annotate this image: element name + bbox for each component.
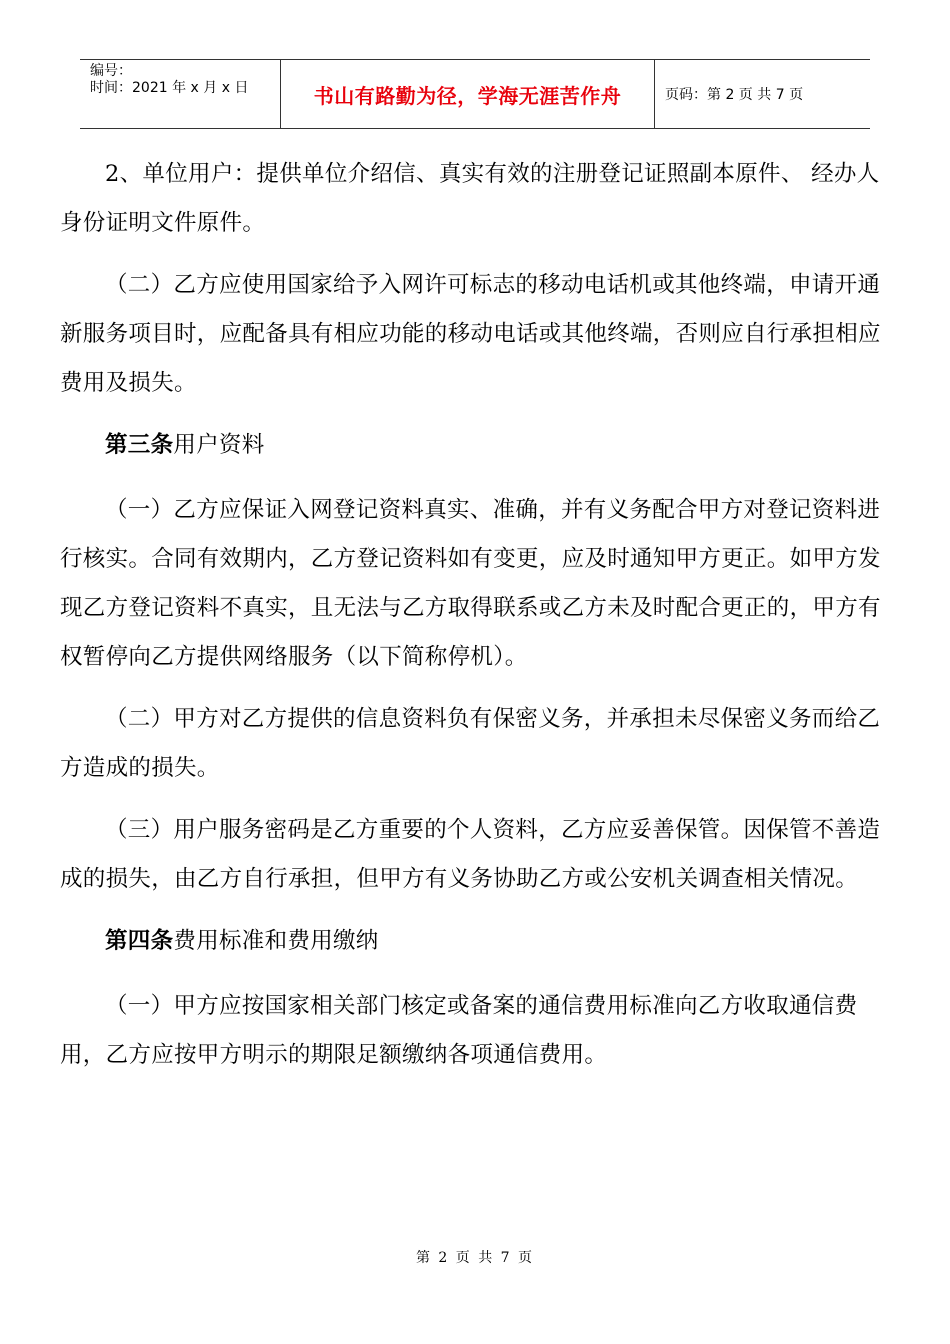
serial-number-label: 编号： bbox=[90, 63, 132, 79]
paragraph bbox=[60, 982, 890, 1080]
paragraph-text: （一）乙方应保证入网登记资料真实、准确，并有义务配合甲方对登记资料进行核实。合同有效期内，乙方登记资料如有变更，应及时通知甲方更正。如甲方发现乙方登记资料不真实，且无法与乙方取得联系或乙方未及时配合更正的，甲方有权暂停向乙方提供网络服务（以下简称停机）。 bbox=[60, 497, 881, 670]
page-footer: 第 2 页 共 7 页 bbox=[415, 1250, 535, 1266]
paragraph bbox=[60, 806, 890, 904]
article-number: 第三条 bbox=[105, 432, 174, 458]
paragraph-text: （二）乙方应使用国家给予入网许可标志的移动电话机或其他终端，申请开通新服务项目时，应配备具有相应功能的移动电话或其他终端，否则应自行承担相应费用及损失。 bbox=[60, 272, 881, 396]
header-motto: 书山有路勤为径，学海无涯苦作舟 bbox=[281, 60, 655, 128]
header-info-cell bbox=[80, 60, 281, 128]
header-page-info: 页码：第 2 页 共 7 页 bbox=[665, 87, 804, 103]
paragraph-text: （一）甲方应按国家相关部门核定或备案的通信费用标准向乙方收取通信费用，乙方应按甲方明示的期限足额缴纳各项通信费用。 bbox=[60, 993, 858, 1068]
article-number: 第四条 bbox=[105, 928, 174, 954]
page-header bbox=[80, 59, 870, 129]
paragraph-text: （三）用户服务密码是乙方重要的个人资料，乙方应妥善保管。因保管不善造成的损失，由乙方自行承担，但甲方有义务协助乙方或公安机关调查相关情况。 bbox=[60, 817, 881, 892]
article-title: 用户资料 bbox=[173, 432, 265, 458]
paragraph bbox=[60, 486, 890, 682]
article-heading bbox=[60, 917, 890, 966]
article-title: 费用标准和费用缴纳 bbox=[173, 928, 379, 954]
paragraph-text: 2、单位用户：提供单位介绍信、真实有效的注册登记证照副本原件、 经办人身份证明文件原件。 bbox=[60, 161, 880, 236]
paragraph bbox=[60, 261, 890, 408]
paragraph bbox=[60, 150, 890, 248]
article-heading bbox=[60, 421, 890, 470]
date-label: 时间：2021 年 x 月 x 日 bbox=[90, 80, 249, 96]
paragraph bbox=[60, 695, 890, 793]
document-body bbox=[60, 150, 890, 1093]
paragraph-text: （二）甲方对乙方提供的信息资料负有保密义务，并承担未尽保密义务而给乙方造成的损失。 bbox=[60, 706, 881, 781]
